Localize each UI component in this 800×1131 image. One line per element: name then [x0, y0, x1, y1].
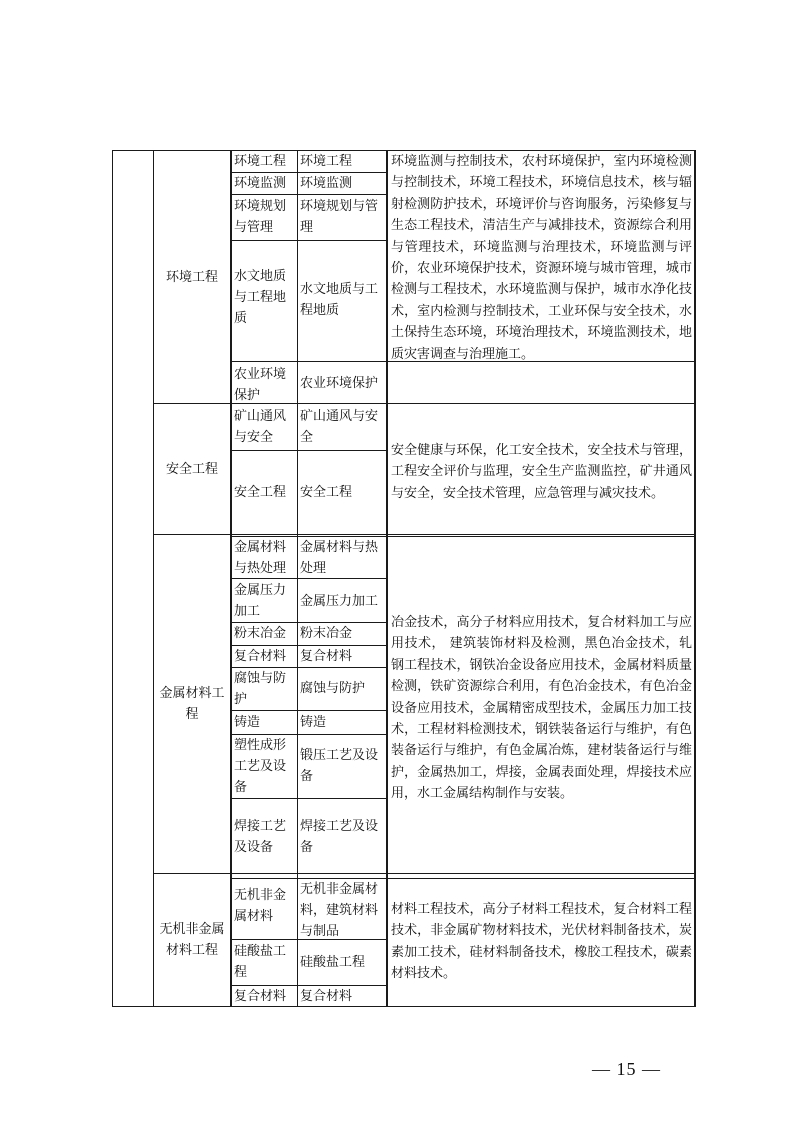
category-cell: 环境工程	[165, 269, 218, 285]
major-cell: 安全工程	[234, 485, 287, 500]
major-cell: 腐蚀与防护	[300, 681, 366, 696]
category-cell: 安全工程	[165, 461, 218, 477]
major-cell: 矿山通风与安全	[234, 409, 287, 445]
major-cell: 环境规划与管理	[234, 199, 287, 235]
major-cell: 金属压力加工	[300, 594, 379, 609]
major-cell: 农业环境保护	[234, 367, 287, 403]
major-cell: 焊接工艺及设备	[234, 819, 287, 855]
major-cell: 复合材料	[300, 649, 353, 664]
major-cell: 农业环境保护	[300, 376, 379, 391]
major-cell: 腐蚀与防护	[234, 671, 287, 707]
major-cell: 金属压力加工	[234, 583, 287, 619]
major-cell: 无机非金属材料，建筑材料与制品	[300, 882, 379, 939]
major-cell: 焊接工艺及设备	[300, 819, 379, 855]
major-cell: 塑性成形工艺及设备	[234, 738, 287, 795]
major-cell: 无机非金属材料	[234, 888, 287, 924]
major-cell: 锻压工艺及设备	[300, 748, 379, 784]
category-cell: 金属材料工程	[159, 686, 225, 722]
major-cell: 金属材料与热处理	[234, 540, 287, 576]
major-cell: 粉末冶金	[234, 626, 287, 641]
major-cell: 复合材料	[234, 989, 287, 1004]
major-cell: 复合材料	[300, 989, 353, 1004]
major-cell: 复合材料	[234, 649, 287, 664]
major-cell: 安全工程	[300, 485, 353, 500]
major-cell: 环境规划与管理	[300, 199, 379, 235]
major-cell: 硅酸盐工程	[300, 955, 366, 970]
description-cell: 环境监测与控制技术，农村环境保护，室内环境检测与控制技术，环境工程技术，环境信息技术，核与辐射检测防护技术，环境评价与咨询服务，污染修复与生态工程技术，清洁生产与减排技术，资源综合利用与管理技术，环境监测与治理技术，环境监测与评价，农业环境保护技术，资源环境与城市管理，城市检测与工程技术，水环境监测与保护，城市水净化技术，室内检测与控制技术，工业环保与安全技术，水土保持生态环境，环境治理技术，环境监测技术，地质灾害调查与治理施工。	[391, 154, 692, 361]
major-cell: 水文地质与工程地质	[300, 282, 379, 318]
description-cell: 安全健康与环保，化工安全技术，安全技术与管理，工程安全评价与监理，安全生产监测监控，矿井通风与安全，安全技术管理，应急管理与减灾技术。	[391, 443, 692, 501]
major-cell: 粉末冶金	[300, 626, 353, 641]
major-cell: 环境监测	[300, 176, 353, 191]
major-cell: 硅酸盐工程	[234, 944, 287, 980]
major-cell: 水文地质与工程地质	[234, 269, 287, 326]
category-cell: 无机非金属材料工程	[159, 922, 225, 958]
page-number: — 15 —	[592, 1059, 661, 1079]
major-cell: 铸造	[300, 715, 327, 730]
description-cell: 冶金技术，高分子材料应用技术，复合材料加工与应用技术， 建筑装饰材料及检测，黑色冶金技术，轧钢工程技术，钢铁冶金设备应用技术，金属材料质量检测，铁矿资源综合利用，有色冶金技术，有色冶金设备应用技术，金属精密成型技术，金属压力加工技术，工程材料检测技术，钢铁装备运行与维护，有色装备运行与维护，有色金属冶炼，建材装备运行与维护，金属热加工，焊接，金属表面处理，焊接技术应用，水工金属结构制作与安装。	[391, 615, 692, 802]
major-cell: 金属材料与热处理	[300, 540, 379, 576]
description-cell: 材料工程技术，高分子材料工程技术，复合材料工程技术，非金属矿物材料技术，光伏材料制备技术，炭素加工技术，硅材料制备技术，橡胶工程技术，碳素材料技术。	[391, 902, 692, 982]
major-cell: 环境工程	[300, 154, 353, 169]
major-cell: 矿山通风与安全	[300, 409, 379, 445]
major-cell: 环境工程	[234, 154, 287, 169]
major-cell: 铸造	[234, 715, 261, 730]
major-cell: 环境监测	[234, 176, 287, 191]
